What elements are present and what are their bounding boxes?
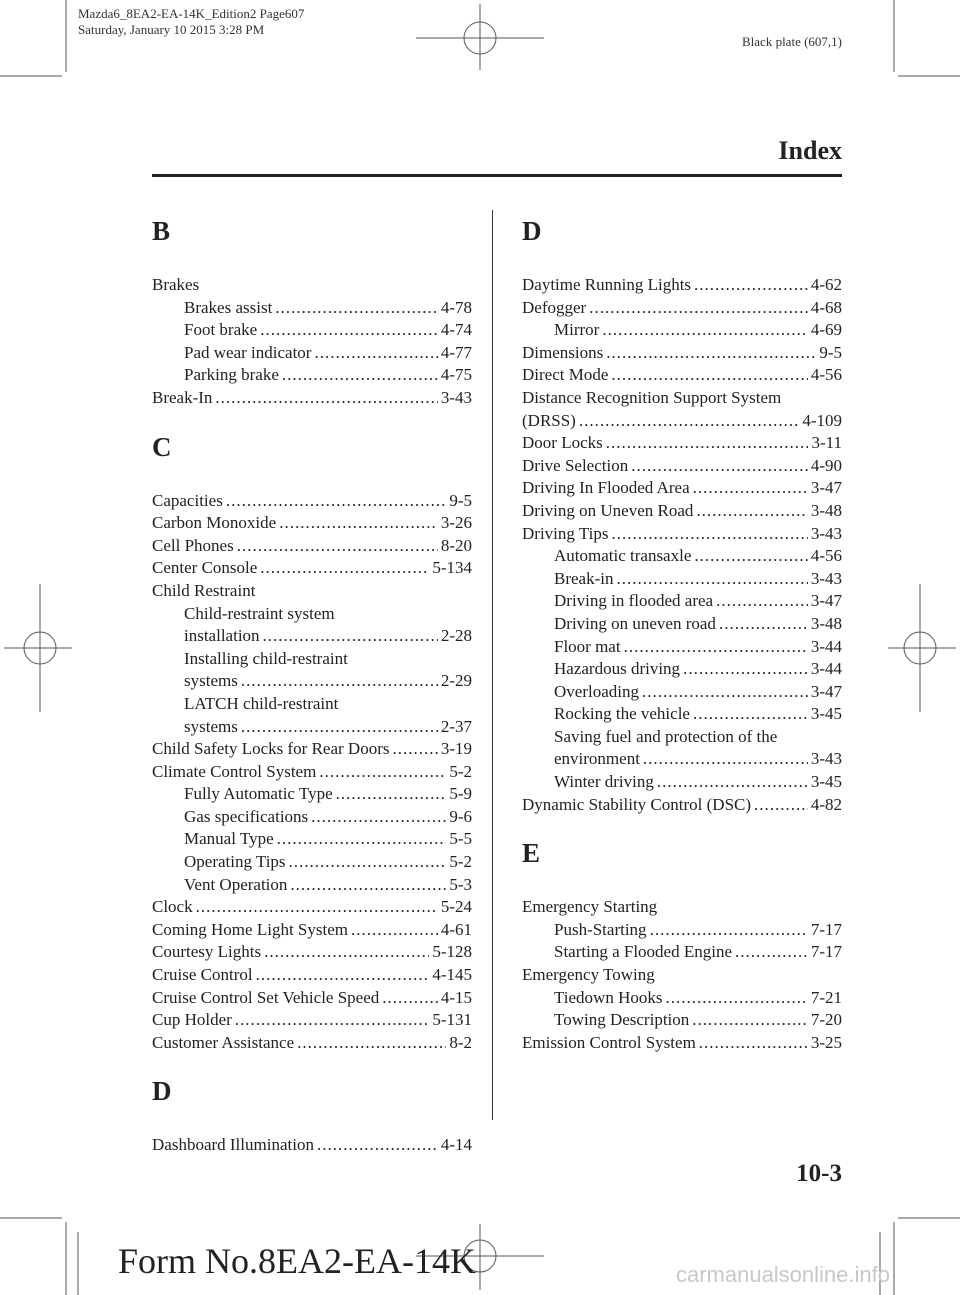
dot-leader <box>611 523 807 546</box>
entry-text: Manual Type <box>184 829 274 849</box>
page-reference: 5-2 <box>449 761 472 781</box>
dot-leader <box>735 941 808 964</box>
index-entry <box>522 364 842 387</box>
page-reference: 8-2 <box>449 1032 472 1052</box>
page-reference: 3-44 <box>810 636 842 656</box>
entry-text: Driving on uneven road <box>554 613 716 633</box>
dot-leader <box>215 387 437 410</box>
page-reference: 2-29 <box>440 671 472 691</box>
entry-text: Direct Mode <box>522 365 609 385</box>
index-letter-heading: D <box>152 1076 172 1107</box>
index-subentry <box>522 681 842 704</box>
index-entry-label: Distance Recognition Support System <box>522 387 782 407</box>
index-subentry <box>522 568 842 591</box>
dot-leader <box>336 783 447 806</box>
dot-leader <box>226 490 447 513</box>
dot-leader <box>694 545 807 568</box>
print-file-info: Mazda6_8EA2-EA-14K_Edition2 Page607 <box>78 6 305 21</box>
watermark: carmanualsonline.info <box>675 1262 890 1287</box>
header-rule <box>152 174 842 177</box>
index-entry <box>152 1009 472 1032</box>
dot-leader <box>754 794 808 817</box>
page-reference: 7-17 <box>810 942 842 962</box>
dot-leader <box>616 568 807 591</box>
dot-leader <box>196 896 438 919</box>
index-subentry-label: Saving fuel and protection of the <box>554 726 778 746</box>
page-reference: 3-43 <box>810 523 842 543</box>
page-reference: 3-45 <box>810 772 842 792</box>
entry-text: Climate Control System <box>152 761 317 781</box>
index-subentry <box>152 670 472 693</box>
entry-text: Cell Phones <box>152 535 234 555</box>
entry-text: systems <box>184 671 238 691</box>
entry-text: Push-Starting <box>554 919 647 939</box>
dot-leader <box>235 1009 430 1032</box>
entry-text: Parking brake <box>184 365 279 385</box>
page-reference: 4-56 <box>810 365 842 385</box>
index-letter-heading: B <box>152 216 171 246</box>
dot-leader <box>314 342 437 365</box>
page-reference: 3-47 <box>810 591 842 611</box>
dot-leader <box>643 748 808 771</box>
entry-text: Operating Tips <box>184 852 286 872</box>
form-number: Form No.8EA2-EA-14K <box>118 1241 476 1281</box>
index-entry <box>152 512 472 535</box>
page-reference: 5-3 <box>449 874 472 894</box>
dot-leader <box>297 1032 446 1055</box>
dot-leader <box>237 535 438 558</box>
page-reference: 3-25 <box>810 1032 842 1052</box>
entry-text: environment <box>554 749 640 769</box>
dot-leader <box>241 670 438 693</box>
index-subentry <box>152 806 472 829</box>
entry-text: Automatic transaxle <box>554 546 692 566</box>
dot-leader <box>693 703 808 726</box>
entry-text: Cruise Control <box>152 965 253 985</box>
index-subentry <box>152 783 472 806</box>
dot-leader <box>241 716 438 739</box>
entry-text: Driving Tips <box>522 523 609 543</box>
dot-leader <box>282 364 438 387</box>
entry-text: Carbon Monoxide <box>152 513 277 533</box>
entry-text: Door Locks <box>522 433 603 453</box>
dot-leader <box>696 500 807 523</box>
page-reference: 4-69 <box>810 320 842 340</box>
page-reference: 4-78 <box>440 297 472 317</box>
index-subentry <box>522 771 842 794</box>
index-subentry <box>522 1009 842 1032</box>
entry-text: Winter driving <box>554 772 654 792</box>
entry-text: Mirror <box>554 320 600 340</box>
entry-text: Cup Holder <box>152 1010 232 1030</box>
entry-text: installation <box>184 626 260 646</box>
index-entry-label: Brakes <box>152 275 200 294</box>
black-plate-label: Black plate (607,1) <box>742 34 842 49</box>
dot-leader <box>392 738 437 761</box>
dot-leader <box>719 613 808 636</box>
entry-text: Floor mat <box>554 636 621 656</box>
page-reference: 3-44 <box>810 659 842 679</box>
dot-leader <box>311 806 446 829</box>
index-entry <box>522 794 842 817</box>
dot-leader <box>289 851 447 874</box>
index-column-left <box>152 210 472 1157</box>
dot-leader <box>382 987 438 1010</box>
entry-text: (DRSS) <box>522 410 576 430</box>
dot-leader <box>694 274 808 297</box>
index-subentry <box>152 319 472 342</box>
entry-text: Driving on Uneven Road <box>522 500 694 520</box>
dot-leader <box>624 636 808 659</box>
dot-leader <box>693 477 808 500</box>
index-entry <box>152 1134 472 1157</box>
entry-text: Break-In <box>152 387 213 407</box>
index-subentry <box>152 297 472 320</box>
page-reference: 7-17 <box>810 919 842 939</box>
page-reference: 8-20 <box>440 535 472 555</box>
index-subentry <box>152 342 472 365</box>
index-subentry <box>522 748 842 771</box>
page-reference: 3-47 <box>810 478 842 498</box>
page-reference: 4-14 <box>440 1135 472 1155</box>
entry-text: Hazardous driving <box>554 659 681 679</box>
index-entry <box>522 523 842 546</box>
page-reference: 7-21 <box>810 987 842 1007</box>
index-subentry <box>152 851 472 874</box>
index-subentry <box>522 658 842 681</box>
page-reference: 3-11 <box>811 433 842 453</box>
index-subentry <box>152 828 472 851</box>
page-reference: 9-6 <box>449 806 472 826</box>
page-reference: 3-43 <box>810 568 842 588</box>
column-divider <box>492 210 493 1120</box>
entry-text: Rocking the vehicle <box>554 704 690 724</box>
dot-leader <box>263 625 438 648</box>
dot-leader <box>260 319 438 342</box>
page-reference: 5-131 <box>432 1010 472 1030</box>
page-reference: 3-43 <box>440 387 472 407</box>
page-reference: 3-48 <box>810 613 842 633</box>
page-reference: 2-28 <box>440 626 472 646</box>
entry-text: Daytime Running Lights <box>522 275 692 294</box>
dot-leader <box>275 297 438 320</box>
page-reference: 4-90 <box>810 455 842 475</box>
dot-leader <box>279 512 438 535</box>
entry-text: Customer Assistance <box>152 1032 295 1052</box>
entry-text: Center Console <box>152 558 258 578</box>
dot-leader <box>290 874 446 897</box>
index-subentry <box>522 636 842 659</box>
index-subentry <box>152 625 472 648</box>
entry-text: Defogger <box>522 297 587 317</box>
page-reference: 4-82 <box>810 794 842 814</box>
entry-text: Towing Description <box>554 1010 690 1030</box>
index-subentry <box>522 941 842 964</box>
entry-text: Starting a Flooded Engine <box>554 942 733 962</box>
index-entry <box>152 387 472 410</box>
entry-text: Gas specifications <box>184 806 309 826</box>
page-reference: 4-109 <box>802 410 842 430</box>
entry-text: systems <box>184 716 238 736</box>
page-title: Index <box>778 136 842 165</box>
entry-text: Dimensions <box>522 342 604 362</box>
dot-leader <box>260 557 429 580</box>
index-entry <box>522 500 842 523</box>
entry-text: Driving in flooded area <box>554 591 714 611</box>
index-subentry <box>522 613 842 636</box>
page-reference: 9-5 <box>819 342 842 362</box>
dot-leader <box>277 828 447 851</box>
dot-leader <box>256 964 430 987</box>
entry-text: Child Safety Locks for Rear Doors <box>152 739 390 759</box>
dot-leader <box>716 590 808 613</box>
entry-text: Dashboard Illumination <box>152 1135 314 1155</box>
entry-text: Vent Operation <box>184 874 288 894</box>
dot-leader <box>642 681 808 704</box>
index-entry <box>152 738 472 761</box>
page-reference: 4-68 <box>810 297 842 317</box>
entry-text: Break-in <box>554 568 614 588</box>
entry-text: Cruise Control Set Vehicle Speed <box>152 987 380 1007</box>
index-entry <box>522 455 842 478</box>
index-entry <box>522 432 842 455</box>
index-entry <box>152 557 472 580</box>
entry-text: Driving In Flooded Area <box>522 478 690 498</box>
page-reference: 3-48 <box>810 500 842 520</box>
index-entry <box>152 1032 472 1055</box>
index-column-right <box>522 210 842 1054</box>
page-reference: 4-15 <box>440 987 472 1007</box>
index-entry-label: Emergency Starting <box>522 897 658 917</box>
entry-text: Clock <box>152 897 193 917</box>
entry-text: Overloading <box>554 681 639 701</box>
entry-text: Capacities <box>152 490 223 510</box>
entry-text: Brakes assist <box>184 297 273 317</box>
index-entry <box>152 919 472 942</box>
page-reference: 5-2 <box>449 852 472 872</box>
dot-leader <box>683 658 808 681</box>
index-entry <box>152 941 472 964</box>
page-reference: 9-5 <box>449 490 472 510</box>
index-subentry <box>152 716 472 739</box>
index-subentry <box>522 987 842 1010</box>
entry-text: Drive Selection <box>522 455 629 475</box>
index-letter-heading: D <box>522 216 542 246</box>
index-subentry-label: LATCH child-restraint <box>184 693 339 713</box>
index-subentry <box>152 364 472 387</box>
page-reference: 3-45 <box>810 704 842 724</box>
index-entry-label: Child Restraint <box>152 580 256 600</box>
index-entry <box>522 410 842 433</box>
index-entry <box>522 342 842 365</box>
entry-text: Fully Automatic Type <box>184 784 333 804</box>
index-subentry <box>522 545 842 568</box>
index-subentry <box>152 874 472 897</box>
page-reference: 4-145 <box>432 965 472 985</box>
entry-text: Tiedown Hooks <box>554 987 663 1007</box>
index-entry <box>522 297 842 320</box>
index-subentry <box>522 919 842 942</box>
page-reference: 3-43 <box>810 749 842 769</box>
entry-text: Courtesy Lights <box>152 942 262 962</box>
page-reference: 3-47 <box>810 681 842 701</box>
page-reference: 4-56 <box>810 546 842 566</box>
page-reference: 3-26 <box>440 513 472 533</box>
dot-leader <box>692 1009 808 1032</box>
index-entry <box>152 761 472 784</box>
entry-text: Foot brake <box>184 320 258 340</box>
page-reference: 4-74 <box>440 320 472 340</box>
dot-leader <box>657 771 808 794</box>
index-subentry <box>522 590 842 613</box>
page-reference: 4-61 <box>440 919 472 939</box>
page-reference: 5-9 <box>449 784 472 804</box>
dot-leader <box>631 455 808 478</box>
dot-leader <box>319 761 446 784</box>
entry-text: Dynamic Stability Control (DSC) <box>522 794 752 814</box>
index-entry <box>152 987 472 1010</box>
index-entry <box>152 896 472 919</box>
dot-leader <box>602 319 808 342</box>
page-reference: 5-5 <box>449 829 472 849</box>
page-reference: 3-19 <box>440 739 472 759</box>
page-reference: 5-24 <box>440 897 472 917</box>
page-reference: 4-77 <box>440 342 472 362</box>
index-letter-heading: C <box>152 431 172 462</box>
index-subentry <box>522 319 842 342</box>
dot-leader <box>650 919 808 942</box>
index-subentry <box>522 703 842 726</box>
page-reference: 4-75 <box>440 365 472 385</box>
dot-leader <box>606 432 809 455</box>
index-entry <box>522 1032 842 1055</box>
page-reference: 4-62 <box>810 275 842 294</box>
dot-leader <box>665 987 807 1010</box>
page-reference: 5-128 <box>432 942 472 962</box>
page-number: 10-3 <box>796 1160 842 1187</box>
dot-leader <box>589 297 808 320</box>
index-entry <box>522 274 842 297</box>
index-entry <box>152 490 472 513</box>
dot-leader <box>351 919 438 942</box>
index-entry <box>522 477 842 500</box>
dot-leader <box>611 364 807 387</box>
index-entry-label: Emergency Towing <box>522 965 655 985</box>
page-reference: 5-134 <box>432 558 472 578</box>
index-letter-heading: E <box>522 838 541 869</box>
entry-text: Pad wear indicator <box>184 342 312 362</box>
dot-leader <box>579 410 799 433</box>
dot-leader <box>606 342 816 365</box>
index-entry <box>152 535 472 558</box>
index-entry <box>152 964 472 987</box>
index-subentry-label: Child-restraint system <box>184 603 335 623</box>
print-date-info: Saturday, January 10 2015 3:28 PM <box>78 22 265 37</box>
dot-leader <box>317 1134 438 1157</box>
index-subentry-label: Installing child-restraint <box>184 648 348 668</box>
page-reference: 7-20 <box>810 1010 842 1030</box>
entry-text: Coming Home Light System <box>152 919 348 939</box>
page-reference: 2-37 <box>440 716 472 736</box>
dot-leader <box>699 1032 808 1055</box>
dot-leader <box>264 941 429 964</box>
entry-text: Emission Control System <box>522 1032 696 1052</box>
